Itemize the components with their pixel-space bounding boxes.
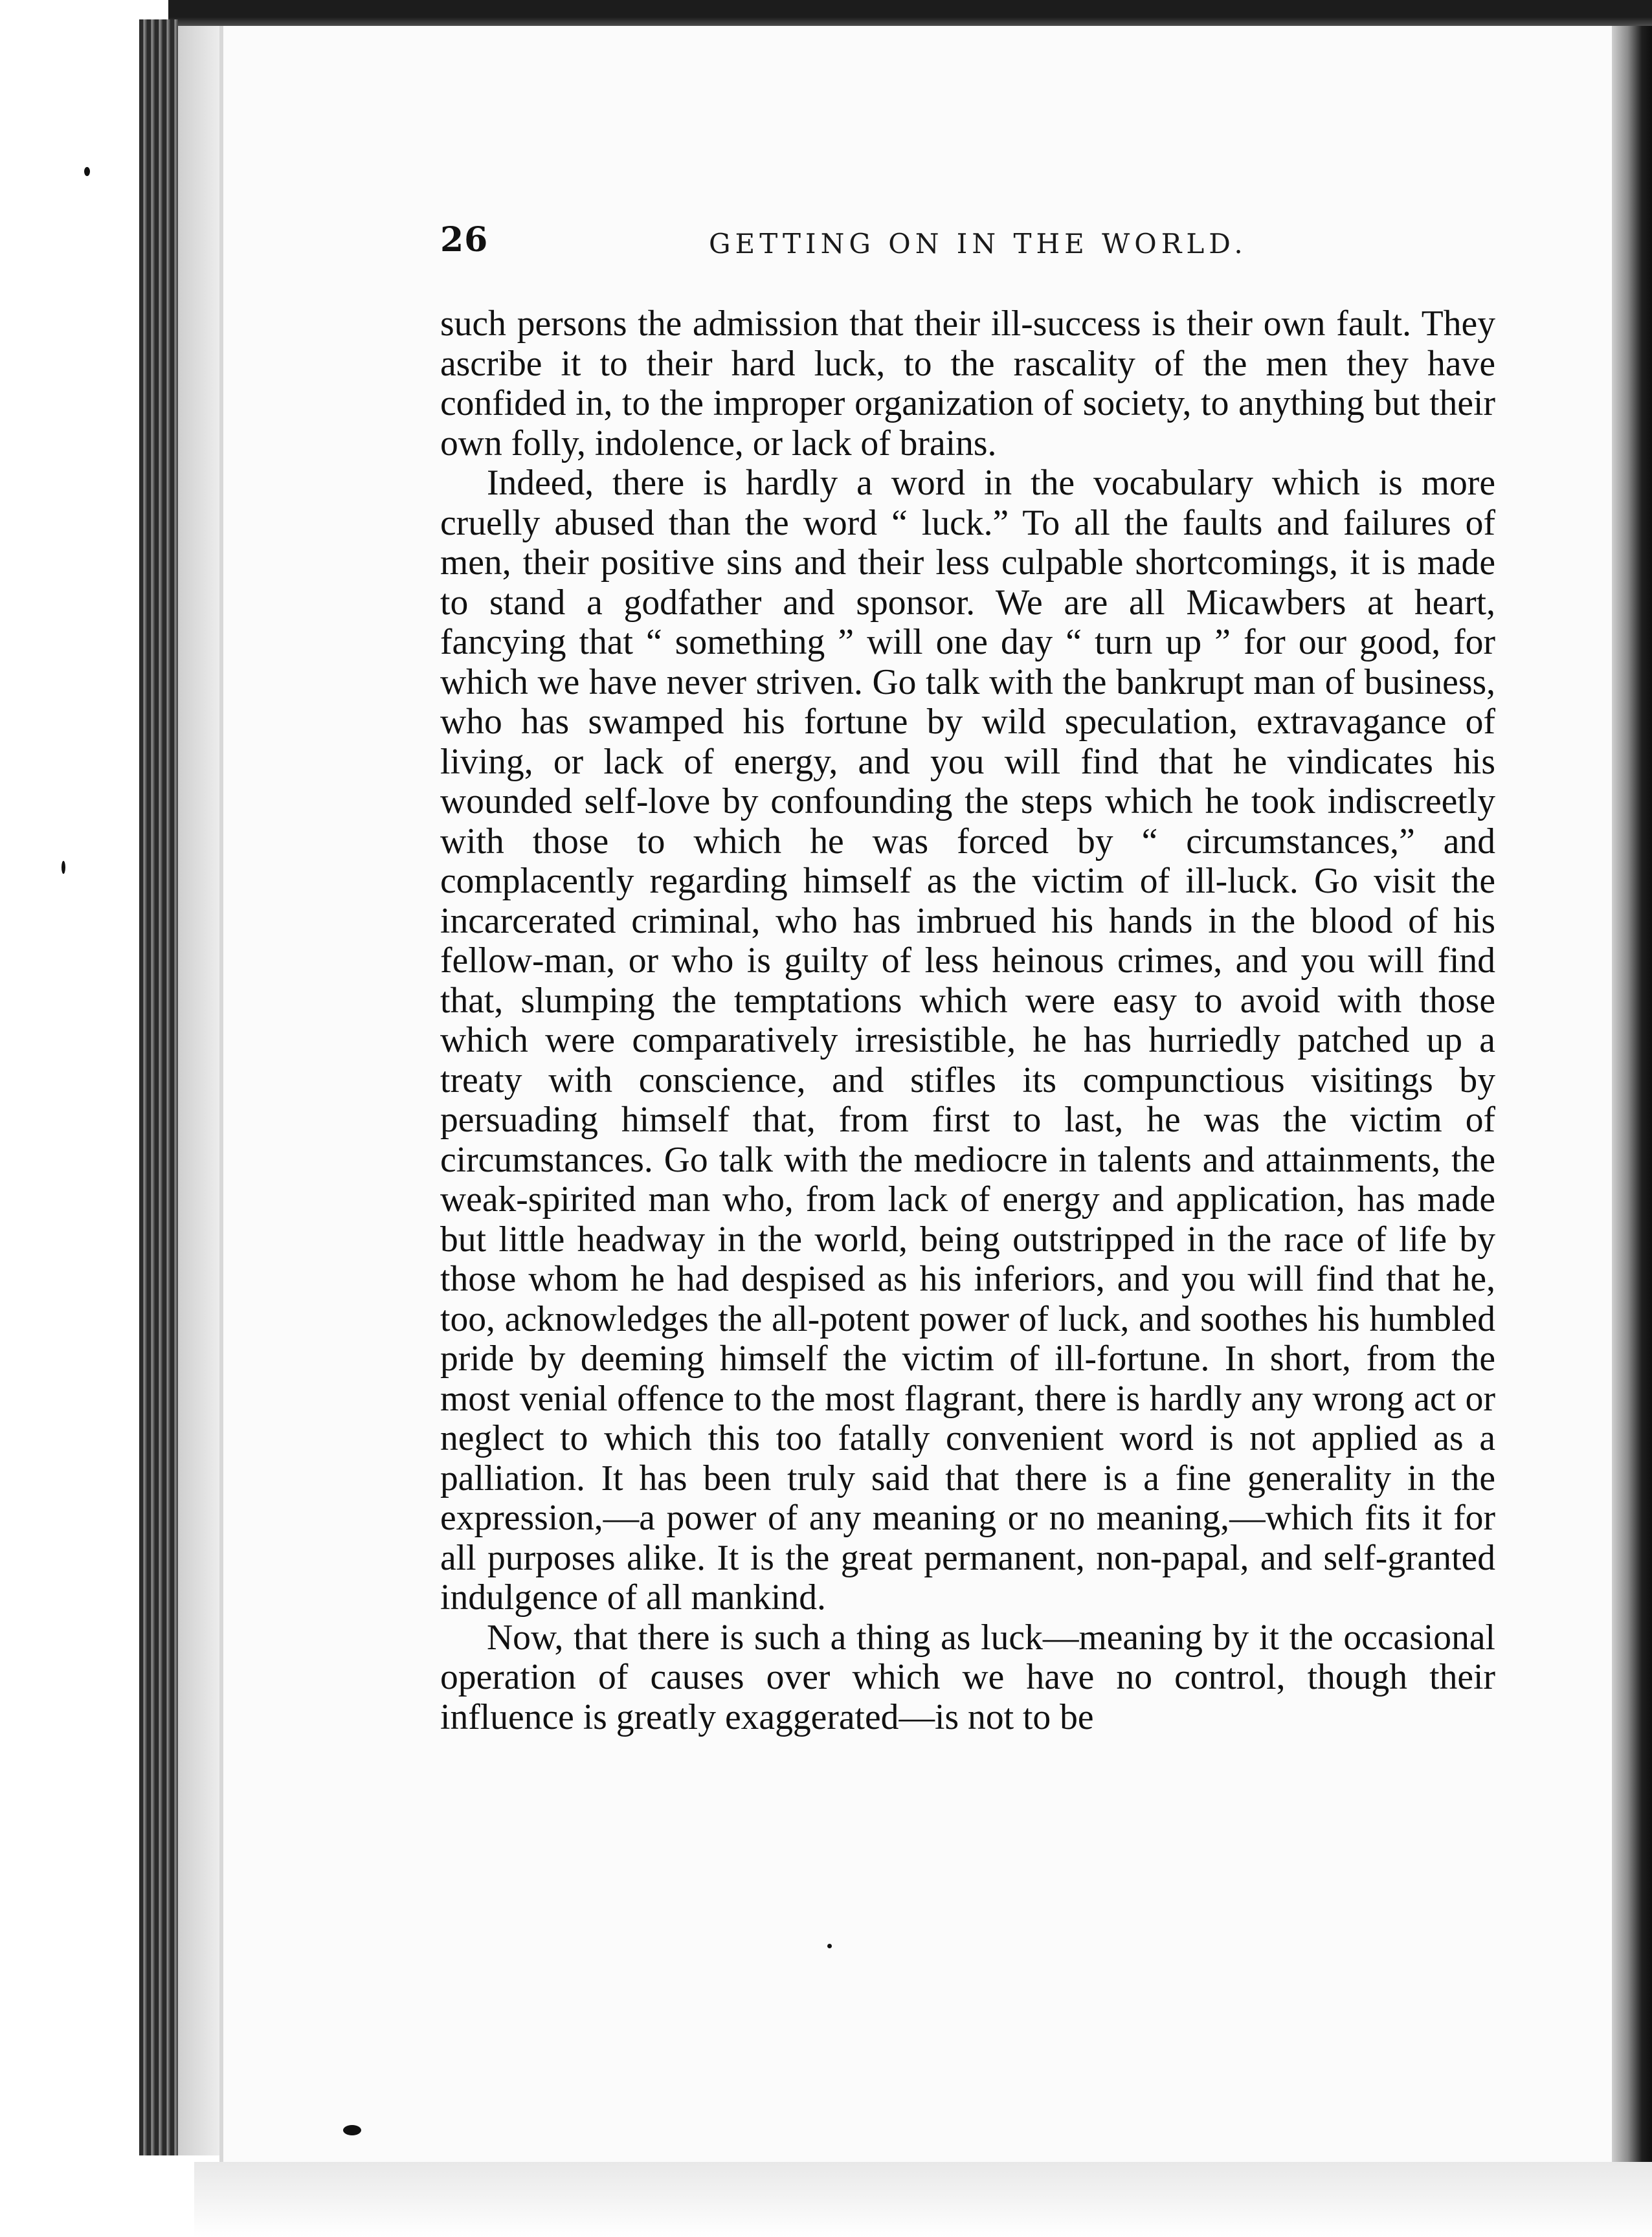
- right-page-edge: [1612, 26, 1652, 2162]
- paragraph-continued: such persons the admission that their ill-success is their own fault. They ascribe it to their hard luck, to the rascality of the men they have confided in, to the improper organization of society, to anything but their own folly, indolence, or lack of brains.: [440, 304, 1495, 463]
- book-block-edge: [139, 19, 178, 2155]
- paragraph-luck: Indeed, there is hardly a word in the vocabulary which is more cruelly abused than the word “ luck.” To all the faults and failures of men, their positive sins and their less culpable shortcomings, it is made to stand a godfather and sponsor. We are all Micawbers at heart, fancying that “ something ” will one day “ turn up ” for our good, for which we have never striven. Go talk with the bankrupt man of business, who has swamped his fortune by wild speculation, extravagance of living, or lack of energy, and you will find that he vindicates his wounded self-love by confounding the steps which he took indiscreetly with those to which he was forced by “ circumstances,” and complacently regarding himself as the victim of ill-luck. Go visit the incarcerated criminal, who has imbrued his hands in the blood of his fellow-man, or who is guilty of less heinous crimes, and you will find that, slumping the temptations which were easy to avoid with those which were comparatively irresistible, he has hurriedly patched up a treaty with conscience, and stifles its compunctious visitings by persuading himself that, from first to last, he was the victim of circumstances. Go talk with the mediocre in talents and attainments, the weak-spirited man who, from lack of energy and application, has made but little headway in the world, being outstripped in the race of life by those whom he had despised as his inferiors, and you will find that he, too, acknowledges the all-potent power of luck, and soothes his humbled pride by deeming himself the victim of ill-fortune. In short, from the most venial offence to the most flagrant, there is hardly any wrong act or neglect to which this too fatally convenient word is not applied as a palliation. It has been truly said that there is a fine generality in the expression,—a power of any meaning or no meaning,—which fits it for all purposes alike. It is the great permanent, non-papal, and self-granted indulgence of all mankind.: [440, 463, 1495, 1618]
- scan-speck: [343, 2125, 361, 2135]
- page-gutter: [178, 26, 223, 2155]
- bottom-page-edge: [194, 2162, 1652, 2237]
- page-number: 26: [440, 220, 489, 260]
- body-text: [440, 304, 1495, 1737]
- paragraph-now: Now, that there is such a thing as luck—meaning by it the occasional operation of causes over which we have no control, though their influence is greatly exaggerated—is not to be: [440, 1617, 1495, 1737]
- scan-speck: [84, 167, 90, 176]
- scan-speck: [827, 1944, 832, 1948]
- running-head-title: GETTING ON IN THE WORLD.: [709, 228, 1247, 260]
- scan-speck: [61, 861, 65, 874]
